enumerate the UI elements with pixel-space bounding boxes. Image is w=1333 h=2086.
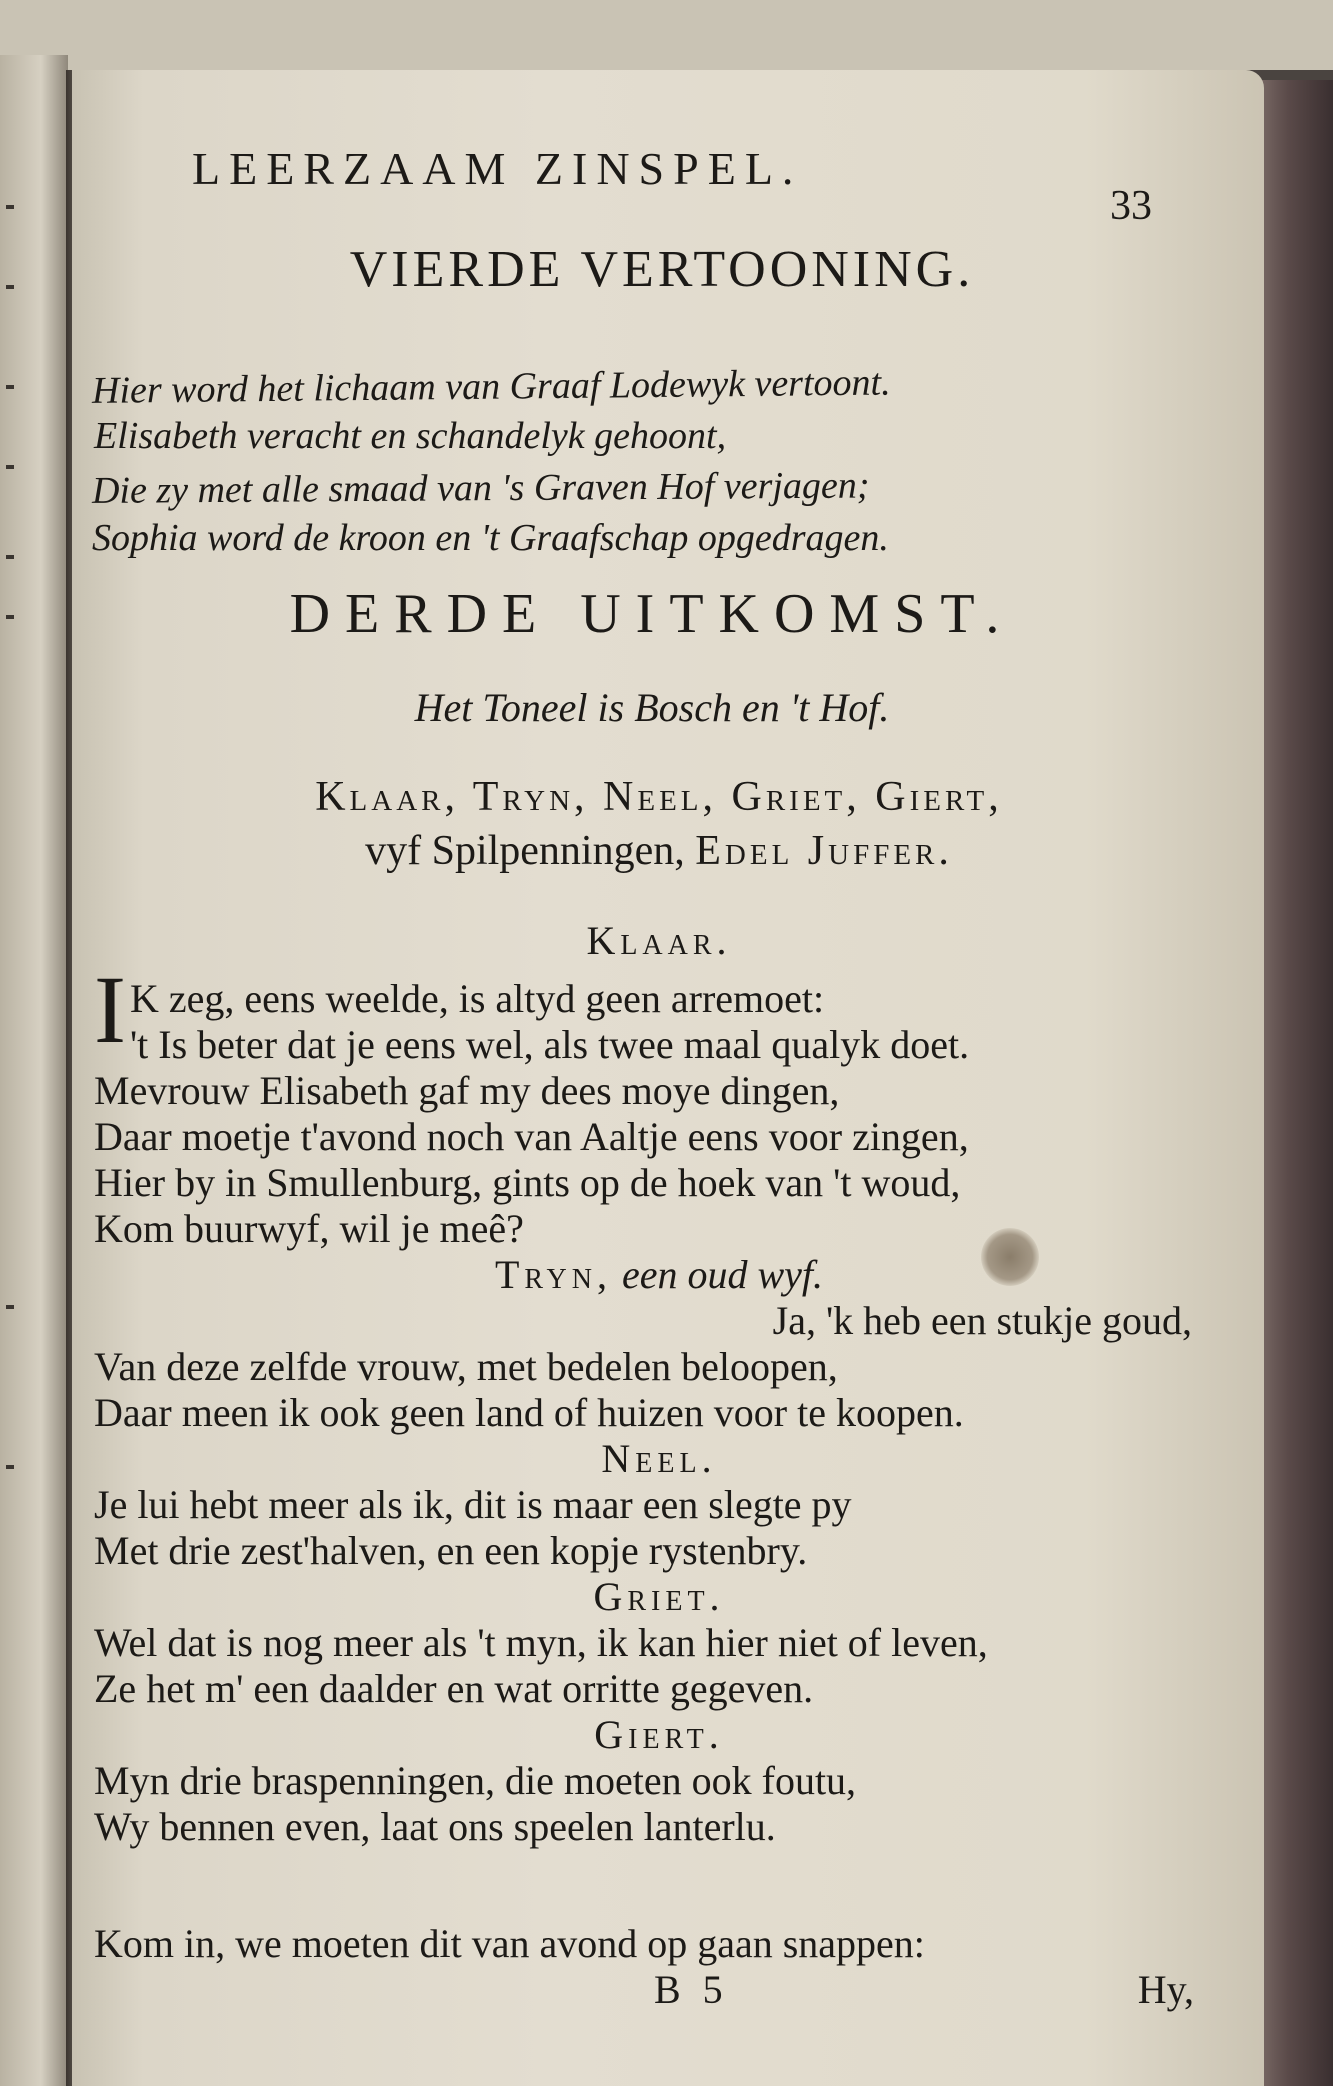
verse-line: K zeg, eens weelde, is altyd geen arremoet: — [129, 976, 825, 1021]
speech-giert — [94, 1758, 1224, 1850]
speech-neel — [94, 1482, 1224, 1574]
persons-text: vyf Spilpenningen, — [365, 828, 696, 874]
verse-line: Kom buurwyf, wil je meê? — [94, 1206, 524, 1251]
verse-line: Je lui hebt meer als ik, dit is maar een slegte py — [94, 1482, 852, 1527]
verse-line: Ja, 'k heb een stukje goud, — [772, 1298, 1192, 1343]
argument-line: Die zy met alle smaad van 's Graven Hof verjagen; — [91, 464, 870, 512]
argument-line: Elisabeth veracht en schandelyk gehoont, — [94, 415, 727, 457]
persons-line: Klaar, Tryn, Neel, Griet, Giert, — [315, 774, 1003, 820]
persons-name: Edel Juffer. — [695, 828, 953, 874]
backdrop — [0, 0, 1333, 70]
verse-line: Kom in, we moeten dit van avond op gaan snappen: — [94, 1921, 925, 1966]
left-page-mark — [6, 385, 14, 389]
verse-line: Ze het m' een daalder en wat orritte gegeven. — [94, 1666, 814, 1711]
dramatis-personae — [94, 770, 1224, 878]
book-page — [72, 70, 1264, 2086]
speaker-griet: Griet. — [593, 1574, 725, 1619]
verse-line: Van deze zelfde vrouw, met bedelen beloopen, — [94, 1344, 838, 1389]
verse-line: Daar moetje t'avond noch van Aaltje eens voor zingen, — [94, 1114, 969, 1159]
left-page-mark — [6, 1305, 14, 1309]
speaker-neel: Neel. — [601, 1436, 717, 1481]
speech-griet — [94, 1620, 1224, 1712]
verse-line: Myn drie braspenningen, die moeten ook foutu, — [94, 1758, 857, 1803]
speaker-tryn — [94, 1252, 1224, 1298]
verse-line: Wy bennen even, laat ons speelen lanterlu. — [94, 1804, 776, 1849]
speaker-klaar: Klaar. — [586, 918, 732, 963]
argument-line: Sophia word de kroon en 't Graafschap opgedragen. — [92, 517, 889, 559]
book-cover-edge — [1258, 80, 1333, 2086]
argument-verse — [92, 360, 1212, 564]
speech-klaar — [94, 956, 1224, 1252]
verse-line: Mevrouw Elisabeth gaf my dees moye dingen, — [94, 1068, 840, 1113]
scene-title: DERDE UITKOMST. — [289, 583, 1015, 645]
left-page-mark — [6, 615, 14, 619]
signature-row — [94, 1966, 1194, 2016]
running-header: LEERZAAM ZINSPEL. — [192, 143, 803, 194]
page-number: 33 — [1110, 183, 1152, 229]
argument-line: Hier word het lichaam van Graaf Lodewyk vertoont. — [91, 361, 891, 412]
verse-line: 't Is beter dat je eens wel, als twee maal qualyk doet. — [129, 1022, 970, 1067]
verse-line: Daar meen ik ook geen land of huizen voor te koopen. — [94, 1390, 964, 1435]
speech-tryn — [94, 1298, 1224, 1436]
left-page-mark — [6, 465, 14, 469]
speaker-name: Tryn, — [494, 1252, 612, 1297]
page-footer — [94, 1920, 1194, 1970]
left-page-mark — [6, 285, 14, 289]
left-page-mark — [6, 205, 14, 209]
dialogue — [94, 918, 1224, 1850]
speaker-description: een oud wyf. — [611, 1252, 824, 1297]
signature-mark: B 5 — [654, 1967, 729, 2012]
persons-line — [94, 824, 1224, 878]
verse-line: Wel dat is nog meer als 't myn, ik kan hier niet of leven, — [94, 1620, 988, 1665]
section-title: VIERDE VERTOONING. — [349, 241, 975, 298]
left-page-edge — [0, 55, 68, 2086]
catchword: Hy, — [1137, 1967, 1194, 2012]
scene-setting: Het Toneel is Bosch en 't Hof. — [414, 685, 890, 730]
drop-capital: I — [94, 956, 126, 1063]
left-page-mark — [6, 1465, 14, 1469]
verse-line: Hier by in Smullenburg, gints op de hoek van 't woud, — [94, 1160, 961, 1205]
verse-line: Met drie zest'halven, en een kopje rystenbry. — [94, 1528, 808, 1573]
speaker-giert: Giert. — [594, 1712, 724, 1757]
left-page-mark — [6, 555, 14, 559]
